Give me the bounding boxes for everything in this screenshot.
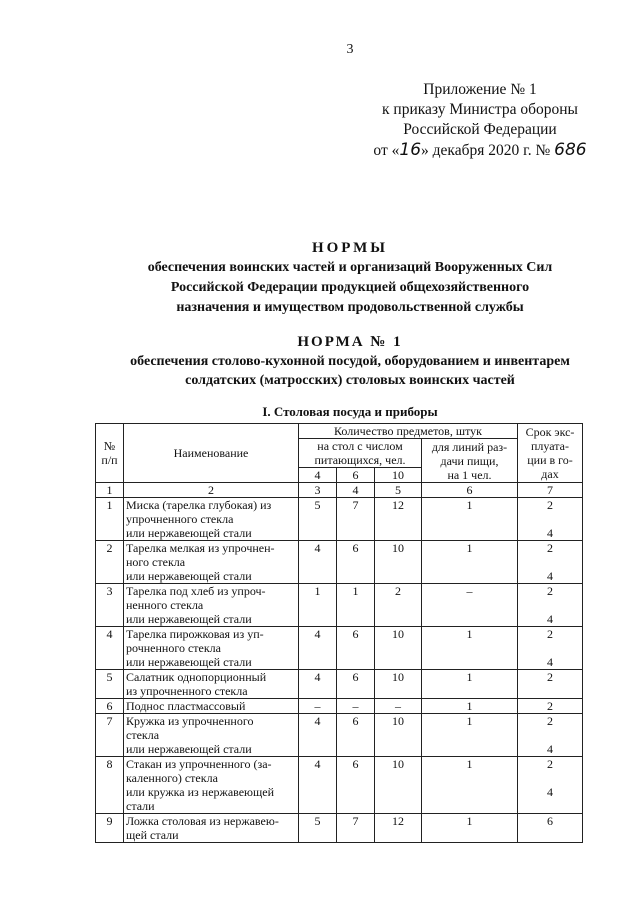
header-size: 4 bbox=[299, 468, 337, 483]
qty-v4: 4 bbox=[299, 670, 337, 699]
header-term: Срок экс- плуата- ции в го- дах bbox=[518, 424, 583, 483]
table-row bbox=[96, 699, 583, 714]
qty-line: – bbox=[422, 584, 518, 627]
item-name-line: Кружка из упрочненного bbox=[126, 714, 254, 728]
subtitle-line: назначения и имуществом продовольственной службы bbox=[176, 300, 524, 315]
table-row bbox=[96, 498, 583, 541]
norm-subtitle bbox=[0, 352, 640, 390]
item-name bbox=[124, 714, 299, 757]
qty-v10: 10 bbox=[375, 757, 422, 814]
appendix-line: Российской Федерации bbox=[403, 121, 557, 138]
term-years: 2 4 bbox=[518, 541, 583, 584]
item-alt-line: или нержавеющей стали bbox=[126, 569, 252, 583]
term-years: 2 4 bbox=[518, 498, 583, 541]
qty-line: 1 bbox=[422, 498, 518, 541]
document-subtitle bbox=[0, 258, 640, 318]
item-name bbox=[124, 584, 299, 627]
table-row bbox=[96, 814, 583, 843]
row-number: 8 bbox=[96, 757, 124, 814]
qty-v6: 6 bbox=[337, 757, 375, 814]
row-number: 4 bbox=[96, 627, 124, 670]
qty-v10: – bbox=[375, 699, 422, 714]
qty-v6: 1 bbox=[337, 584, 375, 627]
item-name bbox=[124, 757, 299, 814]
qty-v6: 6 bbox=[337, 627, 375, 670]
header-quantity: Количество предметов, штук bbox=[299, 424, 518, 439]
term-years: 6 bbox=[518, 814, 583, 843]
qty-v10: 10 bbox=[375, 541, 422, 584]
item-name bbox=[124, 670, 299, 699]
qty-line: 1 bbox=[422, 541, 518, 584]
subtitle-line: обеспечения воинских частей и организаций Вооруженных Сил bbox=[147, 260, 553, 275]
item-name bbox=[124, 541, 299, 584]
item-name bbox=[124, 814, 299, 843]
item-name-line: Тарелка под хлеб из упроч- bbox=[126, 584, 266, 598]
qty-v4: 4 bbox=[299, 757, 337, 814]
item-name-line: Поднос пластмассовый bbox=[126, 699, 246, 713]
row-number: 7 bbox=[96, 714, 124, 757]
row-number: 2 bbox=[96, 541, 124, 584]
item-name-line: Салатник однопорционный bbox=[126, 670, 267, 684]
column-number: 3 bbox=[299, 483, 337, 498]
qty-v6: 7 bbox=[337, 498, 375, 541]
norm-line: обеспечения столово-кухонной посудой, оборудованием и инвентарем bbox=[130, 354, 570, 369]
qty-v10: 10 bbox=[375, 714, 422, 757]
qty-v4: 4 bbox=[299, 627, 337, 670]
item-name bbox=[124, 699, 299, 714]
term-years: 2 4 bbox=[518, 627, 583, 670]
term-years: 2 bbox=[518, 670, 583, 699]
column-number: 7 bbox=[518, 483, 583, 498]
qty-v10: 12 bbox=[375, 814, 422, 843]
term-years: 2 bbox=[518, 699, 583, 714]
qty-v6: 7 bbox=[337, 814, 375, 843]
qty-v10: 10 bbox=[375, 627, 422, 670]
term-years: 2 4 bbox=[518, 714, 583, 757]
column-number: 1 bbox=[96, 483, 124, 498]
row-number: 3 bbox=[96, 584, 124, 627]
item-alt-line: или нержавеющей стали bbox=[126, 612, 252, 626]
table-row bbox=[96, 584, 583, 627]
item-name bbox=[124, 627, 299, 670]
header-num: № п/п bbox=[96, 424, 124, 483]
item-alt-line: или нержавеющей стали bbox=[126, 742, 252, 756]
qty-v6: – bbox=[337, 699, 375, 714]
qty-v4: 4 bbox=[299, 541, 337, 584]
handwritten-day: 16 bbox=[399, 140, 422, 160]
item-alt-line: или кружка из нержавеющей bbox=[126, 785, 275, 799]
table-row bbox=[96, 541, 583, 584]
item-name-line: Тарелка пирожковая из уп- bbox=[126, 627, 264, 641]
subtitle-line: Российской Федерации продукцией общехозяйственного bbox=[170, 280, 530, 295]
appendix-line: Приложение № 1 bbox=[423, 81, 537, 98]
item-name-line: упрочненного стекла bbox=[126, 512, 234, 526]
document-title: НОРМЫ bbox=[311, 240, 389, 256]
appendix-date bbox=[330, 140, 630, 161]
item-name-line: щей стали bbox=[126, 828, 179, 842]
qty-v10: 12 bbox=[375, 498, 422, 541]
item-name-line: каленного) стекла bbox=[126, 771, 218, 785]
row-number: 5 bbox=[96, 670, 124, 699]
qty-line: 1 bbox=[422, 814, 518, 843]
norm-title: НОРМА № 1 bbox=[297, 334, 403, 350]
column-number: 6 bbox=[422, 483, 518, 498]
item-name-line: из упрочненного стекла bbox=[126, 684, 248, 698]
column-number: 5 bbox=[375, 483, 422, 498]
qty-v4: 4 bbox=[299, 714, 337, 757]
item-name-line: ного стекла bbox=[126, 555, 186, 569]
qty-line: 1 bbox=[422, 714, 518, 757]
qty-v4: 5 bbox=[299, 814, 337, 843]
section-title: I. Столовая посуда и приборы bbox=[262, 404, 438, 419]
qty-line: 1 bbox=[422, 757, 518, 814]
table-row bbox=[96, 670, 583, 699]
qty-v6: 6 bbox=[337, 714, 375, 757]
item-alt-line: или нержавеющей стали bbox=[126, 655, 252, 669]
date-middle: » декабря 2020 г. № bbox=[421, 142, 551, 159]
qty-v10: 2 bbox=[375, 584, 422, 627]
qty-v4: 5 bbox=[299, 498, 337, 541]
term-years: 2 4 bbox=[518, 757, 583, 814]
column-number: 4 bbox=[337, 483, 375, 498]
qty-v4: 1 bbox=[299, 584, 337, 627]
item-name-line: рочненного стекла bbox=[126, 641, 221, 655]
item-name-line: стекла bbox=[126, 728, 160, 742]
qty-v10: 10 bbox=[375, 670, 422, 699]
column-numbers-row bbox=[96, 483, 583, 498]
item-name-line: Миска (тарелка глубокая) из bbox=[126, 498, 272, 512]
qty-line: 1 bbox=[422, 699, 518, 714]
qty-line: 1 bbox=[422, 670, 518, 699]
header-per-table: на стол с числом питающихся, чел. bbox=[299, 439, 422, 468]
table-row bbox=[96, 627, 583, 670]
item-name-line: Ложка столовая из нержавею- bbox=[126, 814, 279, 828]
header-per-line: для линий раз- дачи пищи, на 1 чел. bbox=[422, 439, 518, 483]
header-name: Наименование bbox=[124, 424, 299, 483]
date-prefix: от « bbox=[373, 142, 400, 159]
norm-line: солдатских (матросских) столовых воинских частей bbox=[185, 373, 515, 388]
header-size: 6 bbox=[337, 468, 375, 483]
qty-v6: 6 bbox=[337, 670, 375, 699]
item-name-line: ненного стекла bbox=[126, 598, 204, 612]
handwritten-number: 686 bbox=[554, 140, 587, 160]
item-name-line: Стакан из упрочненного (за- bbox=[126, 757, 272, 771]
item-name-line: Тарелка мелкая из упрочнен- bbox=[126, 541, 275, 555]
header-size: 10 bbox=[375, 468, 422, 483]
row-number: 6 bbox=[96, 699, 124, 714]
appendix-line: к приказу Министра обороны bbox=[382, 101, 578, 118]
qty-v4: – bbox=[299, 699, 337, 714]
norm-table bbox=[95, 423, 583, 843]
row-number: 9 bbox=[96, 814, 124, 843]
page-number: 3 bbox=[346, 42, 354, 57]
qty-v6: 6 bbox=[337, 541, 375, 584]
appendix-block bbox=[330, 80, 630, 161]
column-number: 2 bbox=[124, 483, 299, 498]
item-alt-line: стали bbox=[126, 799, 155, 813]
item-alt-line: или нержавеющей стали bbox=[126, 526, 252, 540]
item-name bbox=[124, 498, 299, 541]
table-row bbox=[96, 714, 583, 757]
table-row bbox=[96, 757, 583, 814]
term-years: 2 4 bbox=[518, 584, 583, 627]
row-number: 1 bbox=[96, 498, 124, 541]
qty-line: 1 bbox=[422, 627, 518, 670]
